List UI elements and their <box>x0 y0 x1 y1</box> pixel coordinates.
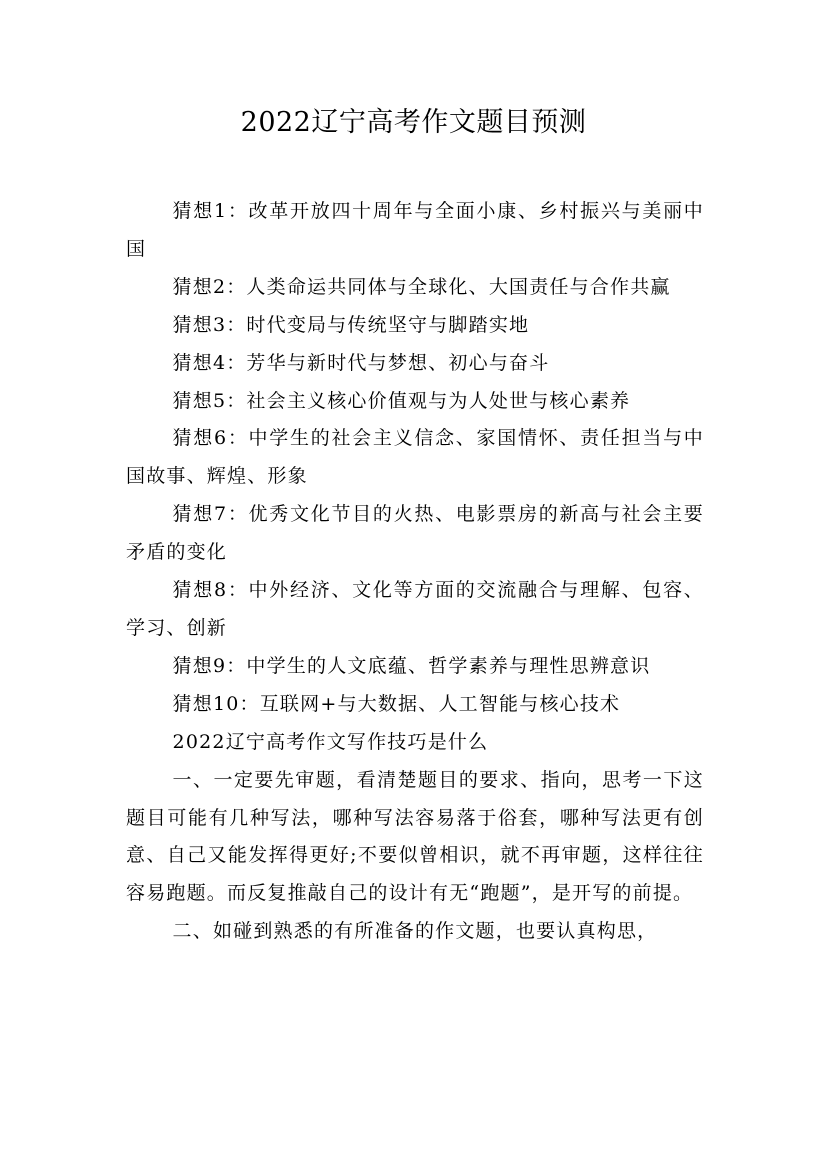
paragraph-guess-8: 猜想8：中外经济、文化等方面的交流融合与理解、包容、学习、创新 <box>126 579 704 639</box>
paragraph-guess-5: 猜想5：社会主义核心价值观与为人处世与核心素养 <box>172 389 631 412</box>
paragraph-tip-1: 一、一定要先审题，看清楚题目的要求、指向，思考一下这题目可能有几种写法，哪种写法容易落于俗套，哪种写法更有创意、自己又能发挥得更好;不要似曾相识，就不再审题，这样往往容易跑题。而反复推敲自己的设计有无“跑题”，是开写的前提。 <box>126 768 704 905</box>
paragraph-guess-4: 猜想4：芳华与新时代与梦想、初心与奋斗 <box>172 351 550 374</box>
paragraph-guess-10: 猜想10：互联网+与大数据、人工智能与核心技术 <box>172 692 621 715</box>
paragraph-guess-3: 猜想3：时代变局与传统坚守与脚踏实地 <box>172 313 530 336</box>
paragraph-guess-6: 猜想6：中学生的社会主义信念、家国情怀、责任担当与中国故事、辉煌、形象 <box>126 427 704 488</box>
document-body <box>126 193 704 951</box>
paragraph-guess-7: 猜想7：优秀文化节目的火热、电影票房的新高与社会主要矛盾的变化 <box>126 503 704 564</box>
document-title: 2022辽宁高考作文题目预测 <box>240 107 587 138</box>
paragraph-tip-2: 二、如碰到熟悉的有所准备的作文题，也要认真构思， <box>172 920 658 943</box>
paragraph-guess-9: 猜想9：中学生的人文底蕴、哲学素养与理性思辨意识 <box>172 654 651 677</box>
section-heading-writing-tips: 2022辽宁高考作文写作技巧是什么 <box>172 730 489 753</box>
paragraph-guess-1: 猜想1：改革开放四十周年与全面小康、乡村振兴与美丽中国 <box>126 200 704 260</box>
paragraph-guess-2: 猜想2：人类命运共同体与全球化、大国责任与合作共赢 <box>172 275 671 298</box>
